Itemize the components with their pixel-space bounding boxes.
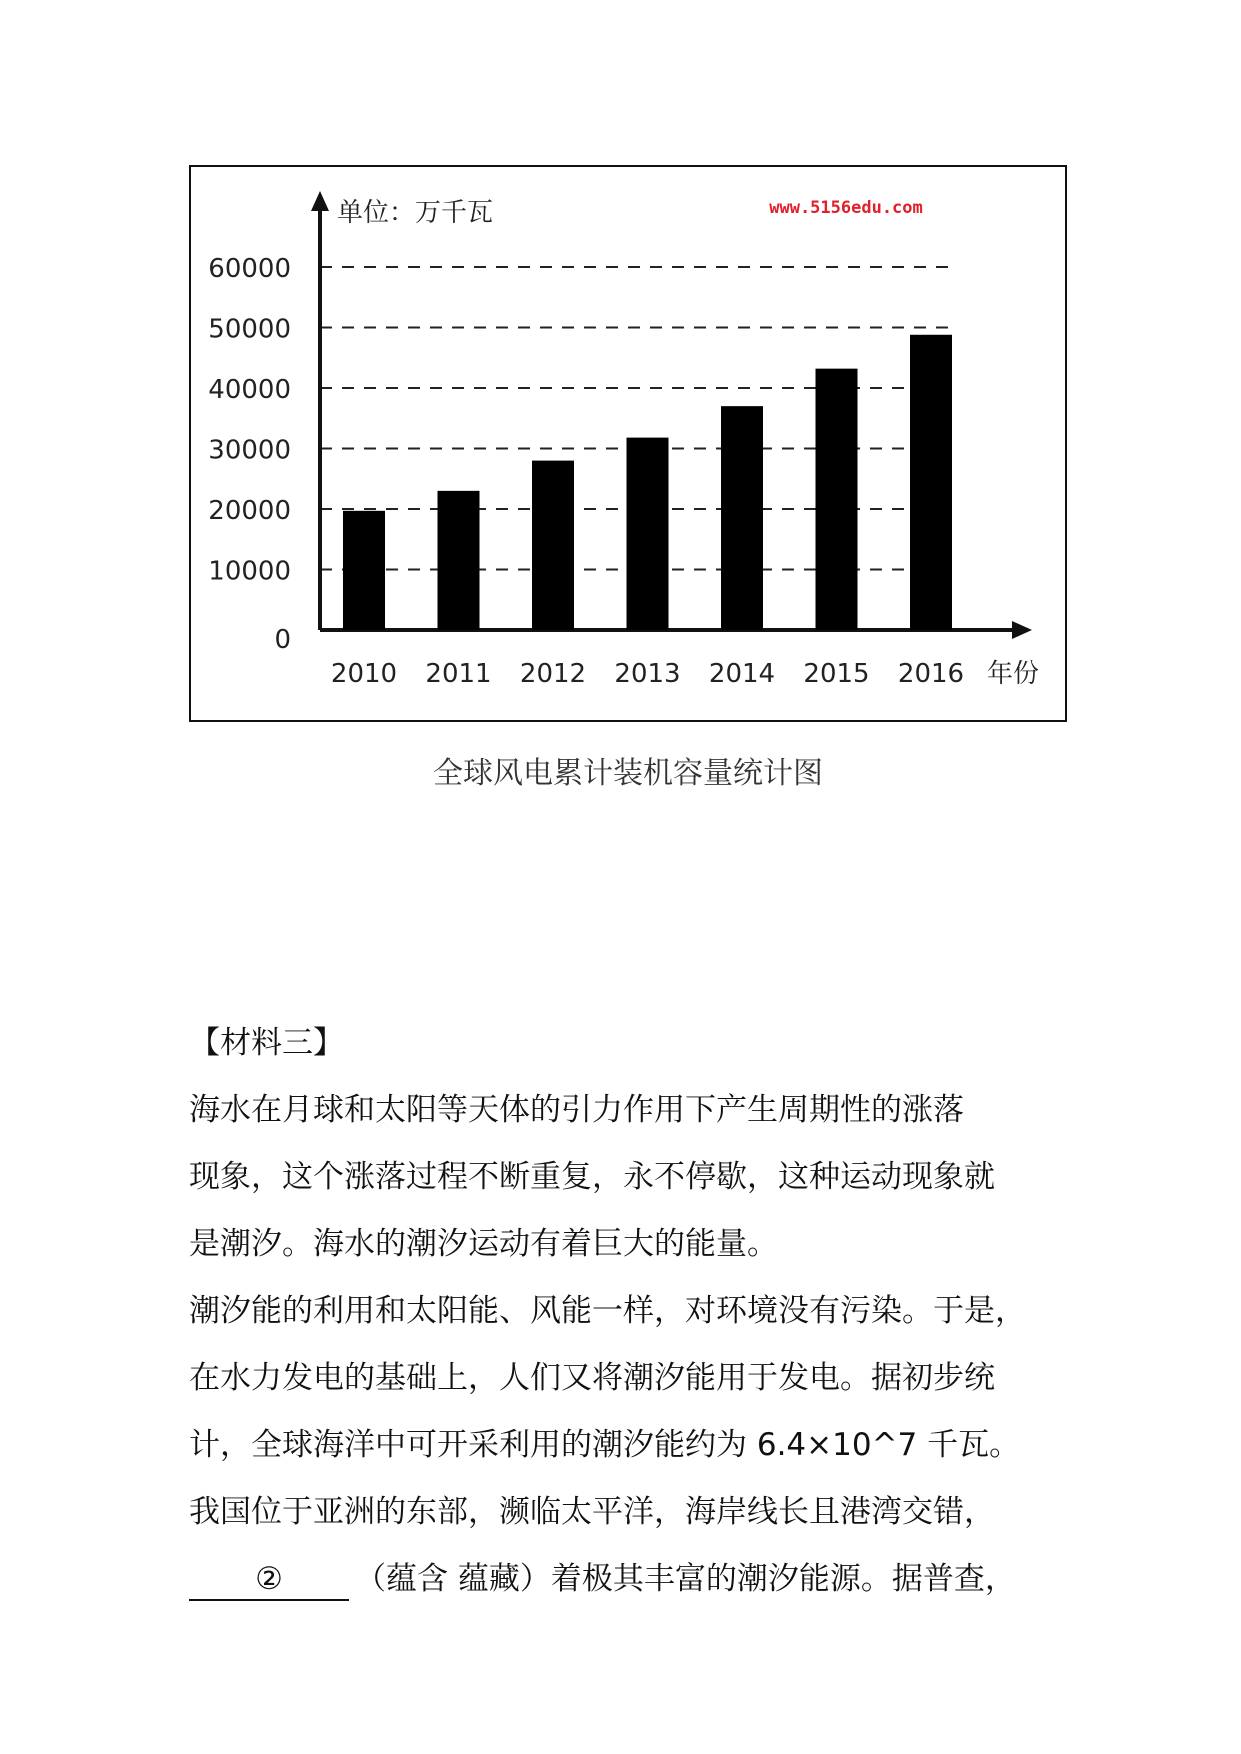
blank-options-text: （蕴含 蕴藏）着极其丰富的潮汐能源。据普查， (355, 1561, 1016, 1597)
bar (910, 335, 952, 630)
material-heading: 【材料三】 (189, 1025, 344, 1061)
x-tick-label: 2010 (330, 659, 398, 689)
bar-chart (191, 167, 1065, 720)
y-tick-label: 60000 (208, 254, 291, 284)
paragraph-line: 潮汐能的利用和太阳能、风能一样，对环境没有污染。于是， (189, 1293, 1026, 1329)
y-tick-label: 30000 (208, 435, 291, 466)
y-axis-arrow (311, 191, 329, 211)
x-axis-label: 年份 (986, 659, 1040, 689)
bar (816, 369, 858, 630)
x-axis-arrow (1012, 621, 1032, 639)
x-tick-label: 2013 (614, 659, 681, 689)
y-tick-label: 20000 (208, 496, 291, 526)
chart-caption: 全球风电累计装机容量统计图 (433, 756, 823, 791)
bar (438, 491, 480, 630)
y-tick-label: 0 (274, 625, 291, 655)
x-tick-label: 2011 (425, 659, 492, 689)
y-tick-label: 40000 (208, 375, 291, 405)
x-tick-label: 2016 (897, 659, 965, 689)
y-tick-label: 10000 (208, 556, 291, 587)
paragraph-line: 现象，这个涨落过程不断重复，永不停歇，这种运动现象就 (189, 1159, 995, 1195)
bar (627, 438, 669, 630)
paragraph-line: 是潮汐。海水的潮汐运动有着巨大的能量。 (189, 1226, 778, 1262)
material-three (189, 1010, 1089, 1613)
bar (532, 461, 574, 630)
bar (343, 511, 385, 630)
paragraph-line: 我国位于亚洲的东部，濒临太平洋，海岸线长且港湾交错， (189, 1494, 995, 1530)
paragraph-line: 在水力发电的基础上，人们又将潮汐能用于发电。据初步统 (189, 1360, 995, 1396)
y-tick-label: 50000 (208, 314, 291, 345)
chart-frame (189, 165, 1067, 722)
fill-in-blank[interactable]: ② (189, 1559, 349, 1601)
unit-label: 单位：万千瓦 (337, 198, 494, 228)
paragraph-line: 计，全球海洋中可开采利用的潮汐能约为 6.4×10^7 千瓦。 (189, 1427, 1021, 1463)
x-tick-label: 2014 (708, 659, 776, 689)
paragraph-line-with-blank (189, 1546, 1089, 1613)
paragraph-line: 海水在月球和太阳等天体的引力作用下产生周期性的涨落 (189, 1092, 964, 1128)
bar (721, 406, 763, 630)
x-tick-label: 2015 (803, 659, 870, 689)
x-tick-label: 2012 (519, 659, 587, 689)
watermark-text: www.5156edu.com (769, 198, 923, 218)
